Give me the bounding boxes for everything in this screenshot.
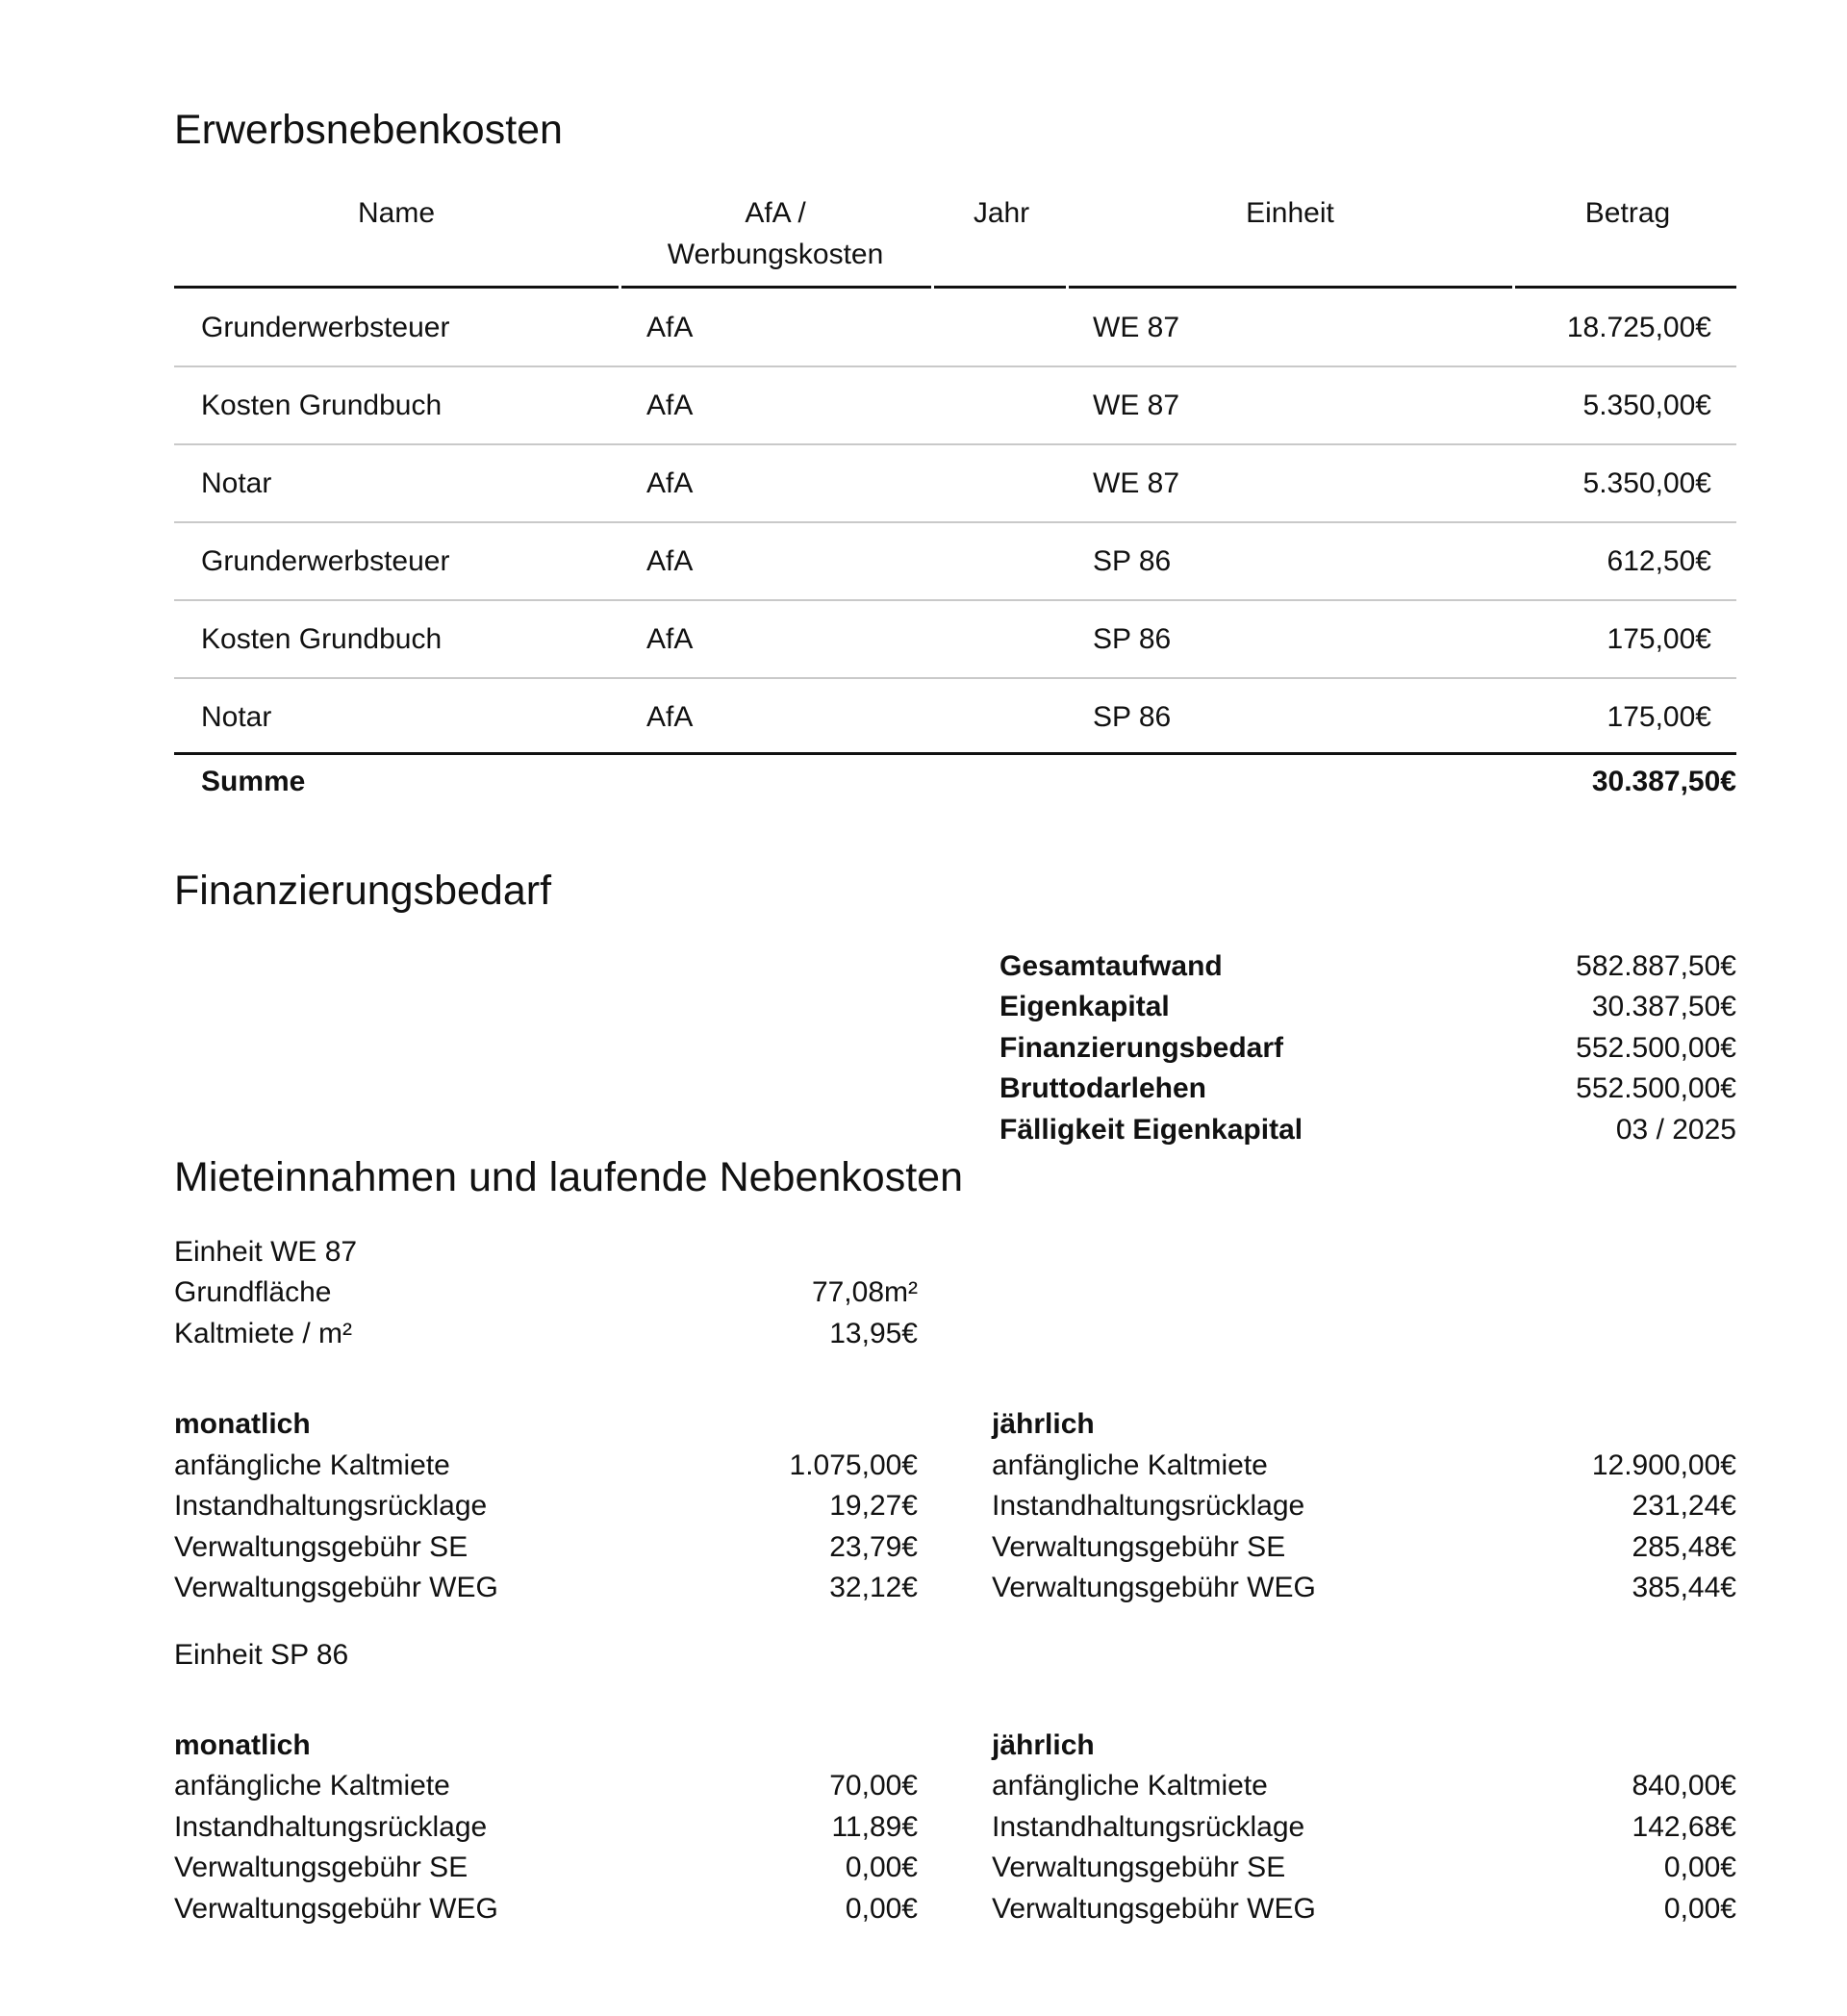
financing-row	[999, 946, 1736, 987]
item-label: Verwaltungsgebühr WEG	[992, 1893, 1316, 1925]
cell-afa: AfA	[646, 701, 694, 733]
yearly-title: jährlich	[992, 1729, 1095, 1761]
item-label: Verwaltungsgebühr SE	[174, 1531, 468, 1563]
item-value: 0,00€	[845, 1893, 918, 1925]
financing-value: 03 / 2025	[1615, 1114, 1736, 1146]
list-item	[992, 1446, 1736, 1486]
cell-einheit: SP 86	[1093, 623, 1172, 655]
header-name: Name	[357, 197, 436, 229]
cell-name: Notar	[201, 701, 272, 733]
cell-afa: AfA	[646, 545, 694, 577]
item-value: 0,00€	[1663, 1852, 1736, 1883]
financing-label: Eigenkapital	[999, 991, 1170, 1022]
financing-label: Bruttodarlehen	[999, 1072, 1207, 1104]
table-row	[174, 444, 1736, 522]
unit-heading-we87: Einheit WE 87	[174, 1236, 358, 1268]
monthly-title: monatlich	[174, 1729, 311, 1761]
item-value: 19,27€	[829, 1490, 918, 1522]
financing-value: 552.500,00€	[1576, 1072, 1736, 1104]
financing-label: Fälligkeit Eigenkapital	[999, 1114, 1303, 1146]
list-item	[174, 1848, 918, 1888]
cell-betrag: 175,00€	[1607, 701, 1711, 733]
item-label: Instandhaltungsrücklage	[174, 1811, 488, 1843]
header-betrag: Betrag	[1584, 197, 1671, 229]
list-item	[174, 1527, 918, 1568]
financing-value: 30.387,50€	[1591, 991, 1736, 1022]
item-value: 11,89€	[831, 1811, 918, 1843]
table-row	[174, 289, 1736, 366]
item-value: 70,00€	[829, 1770, 918, 1802]
unit-heading-sp86: Einheit SP 86	[174, 1639, 349, 1671]
list-item	[174, 1807, 918, 1848]
item-label: anfängliche Kaltmiete	[992, 1449, 1268, 1481]
list-item	[174, 1446, 918, 1486]
list-item	[992, 1807, 1736, 1848]
list-item	[174, 1766, 918, 1806]
cell-name: Kosten Grundbuch	[201, 390, 443, 421]
cell-name: Grunderwerbsteuer	[201, 545, 450, 577]
table-row	[174, 600, 1736, 678]
cell-betrag: 5.350,00€	[1582, 467, 1711, 499]
item-label: Instandhaltungsrücklage	[174, 1490, 488, 1522]
list-item	[992, 1568, 1736, 1608]
item-value: 231,24€	[1632, 1490, 1736, 1522]
item-label: Verwaltungsgebühr SE	[174, 1852, 468, 1883]
table-row	[174, 678, 1736, 756]
cell-einheit: WE 87	[1093, 467, 1180, 499]
kaltmiete-qm-value: 13,95€	[829, 1318, 918, 1349]
item-value: 23,79€	[829, 1531, 918, 1563]
section-title-finanzierungsbedarf: Finanzierungsbedarf	[174, 868, 552, 914]
header-afa	[620, 192, 930, 275]
item-value: 385,44€	[1632, 1572, 1736, 1603]
list-item	[174, 1568, 918, 1608]
item-value: 0,00€	[845, 1852, 918, 1883]
item-label: Instandhaltungsrücklage	[992, 1490, 1305, 1522]
financing-value: 552.500,00€	[1576, 1032, 1736, 1064]
grundflaeche-row	[174, 1273, 918, 1313]
list-item	[992, 1527, 1736, 1568]
item-label: Verwaltungsgebühr WEG	[992, 1572, 1316, 1603]
financing-value: 582.887,50€	[1576, 950, 1736, 982]
cell-betrag: 612,50€	[1607, 545, 1711, 577]
cell-betrag: 18.725,00€	[1566, 312, 1711, 343]
cell-afa: AfA	[646, 623, 694, 655]
table-row	[174, 522, 1736, 600]
cell-einheit: SP 86	[1093, 545, 1172, 577]
cell-name: Grunderwerbsteuer	[201, 312, 450, 343]
item-value: 1.075,00€	[789, 1449, 918, 1481]
item-label: anfängliche Kaltmiete	[174, 1449, 450, 1481]
grundflaeche-value: 77,08m²	[811, 1276, 918, 1308]
financing-row	[999, 1069, 1736, 1109]
cell-betrag: 5.350,00€	[1582, 390, 1711, 421]
table-row	[174, 366, 1736, 444]
cell-name: Notar	[201, 467, 272, 499]
list-item	[992, 1848, 1736, 1888]
financing-row	[999, 1110, 1736, 1150]
financing-row	[999, 1028, 1736, 1069]
item-label: anfängliche Kaltmiete	[174, 1770, 450, 1802]
financing-label: Finanzierungsbedarf	[999, 1032, 1284, 1064]
sum-divider	[174, 752, 1736, 755]
section-title-mieteinnahmen: Mieteinnahmen und laufende Nebenkosten	[174, 1154, 963, 1200]
header-afa-line1: AfA /	[745, 197, 806, 229]
item-label: Verwaltungsgebühr WEG	[174, 1572, 498, 1603]
section-title-erwerbsnebenkosten: Erwerbsnebenkosten	[174, 107, 563, 153]
grundflaeche-label: Grundfläche	[174, 1276, 332, 1308]
item-label: Instandhaltungsrücklage	[992, 1811, 1305, 1843]
list-item	[174, 1889, 918, 1929]
kaltmiete-qm-row	[174, 1314, 918, 1354]
header-afa-line2: Werbungskosten	[667, 239, 884, 270]
cell-einheit: WE 87	[1093, 390, 1180, 421]
monthly-title: monatlich	[174, 1408, 311, 1440]
item-value: 0,00€	[1663, 1893, 1736, 1925]
item-value: 285,48€	[1632, 1531, 1736, 1563]
cell-afa: AfA	[646, 312, 694, 343]
header-einheit: Einheit	[1246, 197, 1334, 229]
item-value: 32,12€	[829, 1572, 918, 1603]
financing-label: Gesamtaufwand	[999, 950, 1223, 982]
list-item	[992, 1486, 1736, 1526]
header-jahr: Jahr	[973, 197, 1030, 229]
sum-value: 30.387,50€	[1591, 766, 1736, 797]
list-item	[174, 1486, 918, 1526]
cell-afa: AfA	[646, 390, 694, 421]
list-item	[992, 1889, 1736, 1929]
sum-label: Summe	[201, 766, 306, 797]
item-value: 840,00€	[1632, 1770, 1736, 1802]
item-label: Verwaltungsgebühr WEG	[174, 1893, 498, 1925]
item-label: anfängliche Kaltmiete	[992, 1770, 1268, 1802]
item-value: 12.900,00€	[1591, 1449, 1736, 1481]
cell-betrag: 175,00€	[1607, 623, 1711, 655]
item-value: 142,68€	[1632, 1811, 1736, 1843]
cell-einheit: SP 86	[1093, 701, 1172, 733]
list-item	[992, 1766, 1736, 1806]
yearly-title: jährlich	[992, 1408, 1095, 1440]
cell-name: Kosten Grundbuch	[201, 623, 443, 655]
financing-row	[999, 987, 1736, 1027]
cell-afa: AfA	[646, 467, 694, 499]
kaltmiete-qm-label: Kaltmiete / m²	[174, 1318, 353, 1349]
item-label: Verwaltungsgebühr SE	[992, 1852, 1286, 1883]
cell-einheit: WE 87	[1093, 312, 1180, 343]
item-label: Verwaltungsgebühr SE	[992, 1531, 1286, 1563]
